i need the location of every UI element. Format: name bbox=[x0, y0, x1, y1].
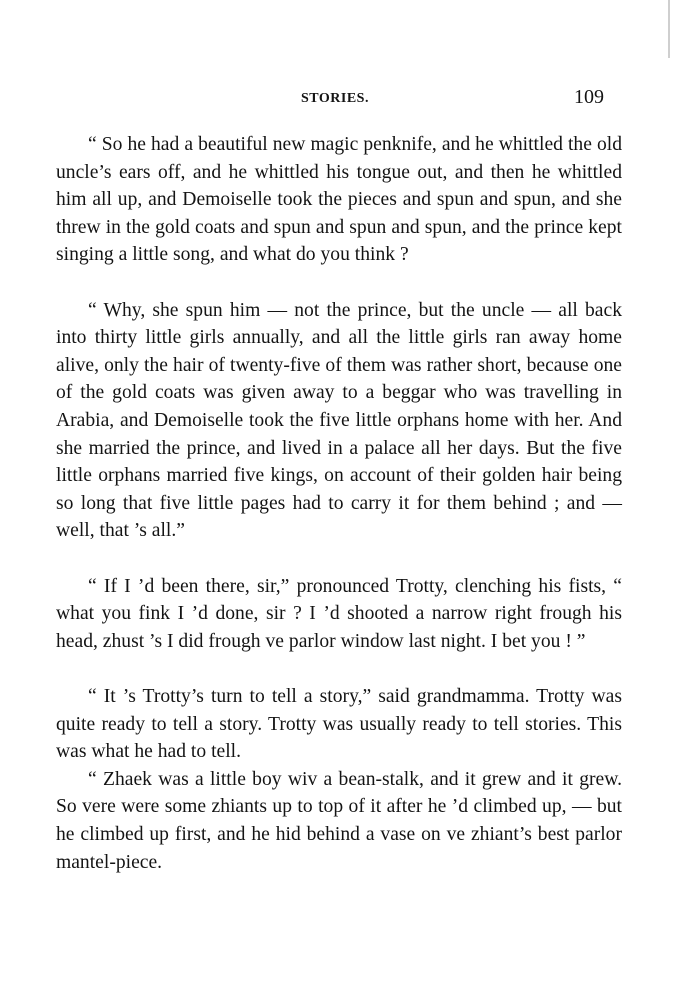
paragraph: “ It ’s Trotty’s turn to tell a story,” said grandmamma. Trotty was quite ready to tell a story. Trotty was usually ready to tell stories. This was what he had to tell. bbox=[56, 685, 622, 763]
page-edge-mark bbox=[668, 0, 670, 58]
page-number: 109 bbox=[574, 86, 604, 108]
body-text bbox=[56, 131, 622, 876]
paragraph: “ Why, she spun him — not the prince, but the uncle — all back into thirty little girls annually, and all the little girls ran away home alive, only the hair of twenty-five of them was rather short, because one of the gold coats was given away to a beggar who was travelling in Arabia, and Demoiselle took the five little orphans home with her. And she married the prince, and lived in a palace all her days. But the five little orphans married five kings, on account of their golden hair being so long that five little pages had to carry it for them behind ; and — well, that ’s all.” bbox=[56, 299, 622, 542]
paragraph: “ If I ’d been there, sir,” pronounced Trotty, clenching his fists, “ what you fink I ’d done, sir ? I ’d shooted a narrow right frough his head, zhust ’s I did frough ve parlor window last night. I bet you ! ” bbox=[56, 575, 622, 652]
paragraph: “ Zhaek was a little boy wiv a bean-stalk, and it grew and it grew. So vere were some zhiants up to top of it after he ’d climbed up, — but he climbed up first, and he hid behind a vase on ve zhiant’s best parlor mantel-piece. bbox=[56, 768, 622, 873]
running-head: STORIES. bbox=[301, 91, 369, 106]
paragraph: “ So he had a beautiful new magic penknife, and he whittled the old uncle’s ears off, and he whittled his tongue out, and then he whittled him all up, and Demoiselle took the pieces and spun and spun, and she threw in the gold coats and spun and spun and spun, and the prince kept singing a little song, and what do you think ? bbox=[56, 134, 622, 266]
